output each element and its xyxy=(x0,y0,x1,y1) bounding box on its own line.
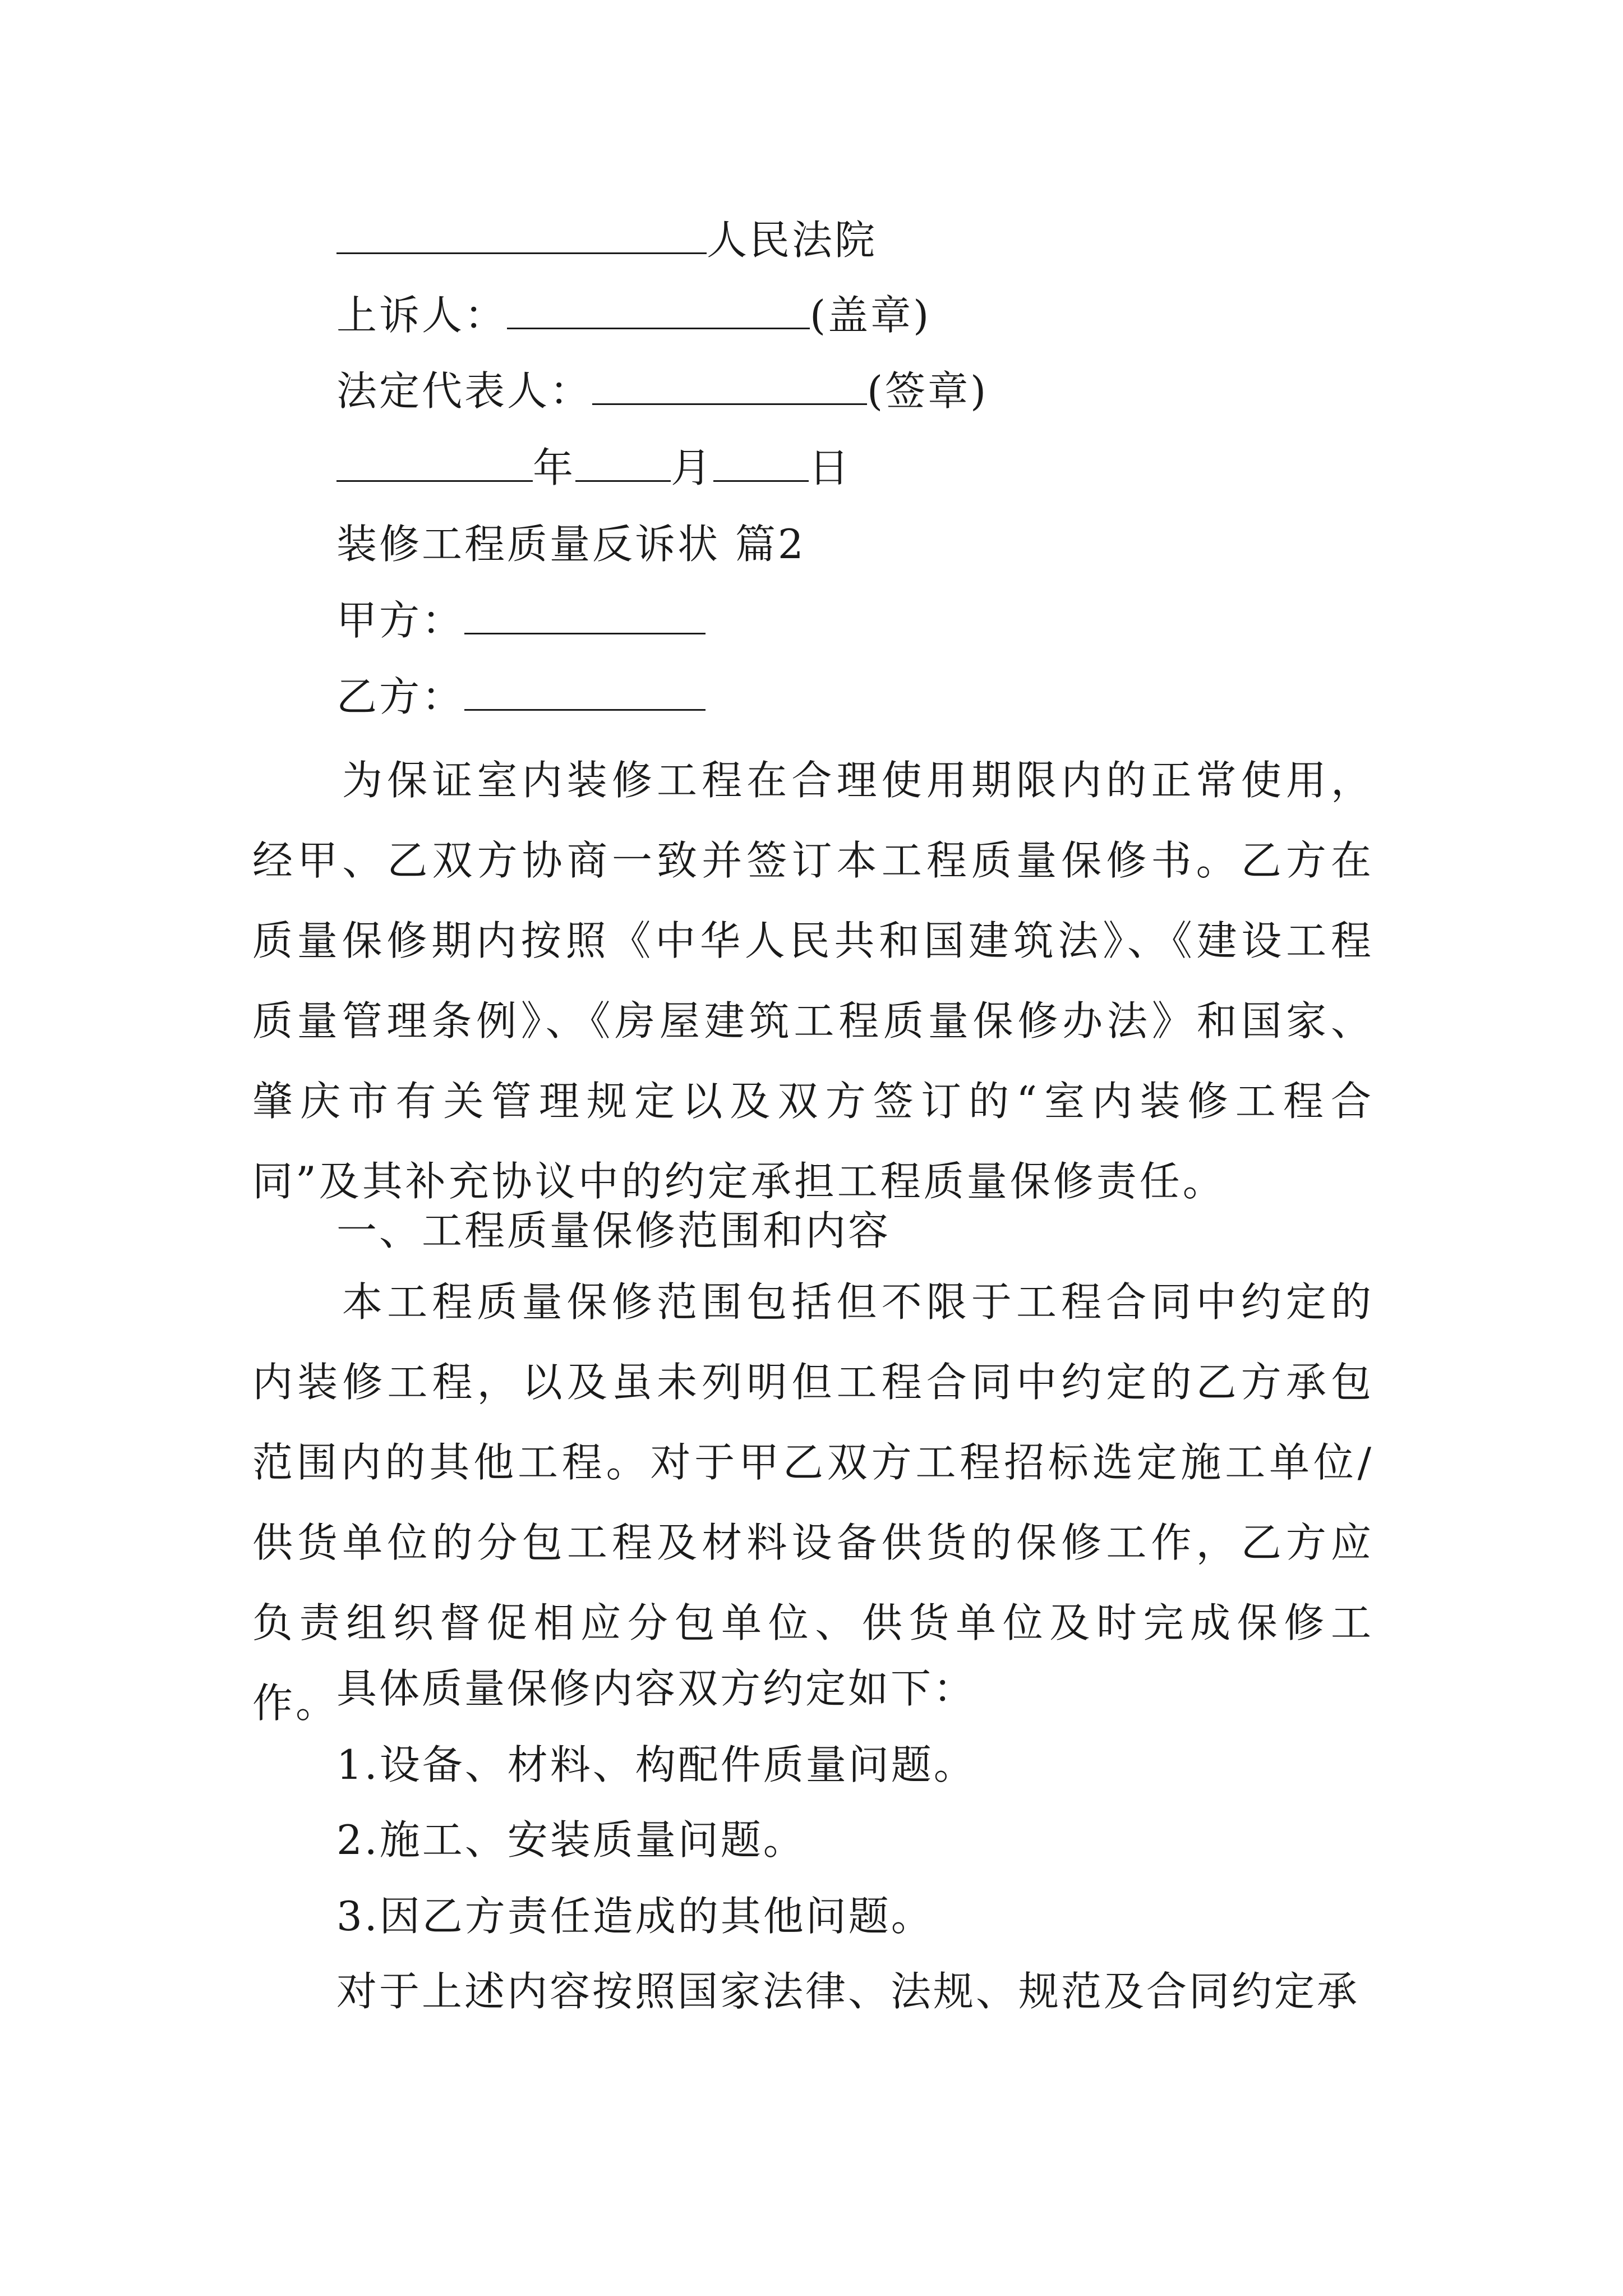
party-b-label: 乙方： xyxy=(336,673,465,720)
scope-paragraph: 本工程质量保修范围包括但不限于工程合同中约定的内装修工程，以及虽未列明但工程合同中约定的乙方承包范围内的其他工程。对于甲乙双方工程招标选定施工单位/供货单位的分包工程及材料设备供货的保修工作，乙方应负责组织督促相应分包单位、供货单位及时完成保修工作。 xyxy=(252,1278,1374,1727)
party-a-line xyxy=(336,592,706,648)
list-item-1: 1.设备、材料、构配件质量问题。 xyxy=(336,1741,976,1788)
day-label: 日 xyxy=(809,444,852,491)
intro-paragraph: 为保证室内装修工程在合理使用期限内的正常使用，经甲、乙双方协商一致并签订本工程质量保修书。乙方在质量保修期内按照《中华人民共和国建筑法》、《建设工程质量管理条例》、《房屋建筑工程质量保修办法》和国家、肇庆市有关管理规定以及双方签订的“室内装修工程合同”及其补充协议中的约定承担工程质量保修责任。 xyxy=(252,757,1374,1205)
year-blank xyxy=(336,441,533,482)
closing-line: 对于上述内容按照国家法律、法规、规范及合同约定承 xyxy=(336,1968,1360,2015)
party-b-blank xyxy=(464,670,706,711)
month-label: 月 xyxy=(671,444,714,491)
month-blank xyxy=(575,441,671,482)
appellant-line xyxy=(336,287,931,343)
heading-one: 一、工程质量保修范围和内容 xyxy=(336,1207,891,1254)
appellant-blank xyxy=(507,288,810,329)
legal-rep-label: 法定代表人： xyxy=(336,367,593,415)
list-item-3: 3.因乙方责任造成的其他问题。 xyxy=(336,1893,934,1940)
seal-note: (盖章) xyxy=(810,292,932,339)
legal-rep-line xyxy=(336,363,988,419)
court-line xyxy=(336,212,877,268)
sign-note: (签章) xyxy=(867,367,989,415)
date-line xyxy=(336,440,851,496)
agreement-intro: 具体质量保修内容双方约定如下： xyxy=(336,1665,976,1712)
year-label: 年 xyxy=(533,444,576,491)
list-item-2: 2.施工、安装质量问题。 xyxy=(336,1816,806,1864)
day-blank xyxy=(713,441,809,482)
legal-rep-blank xyxy=(592,364,867,405)
court-name-blank xyxy=(336,213,707,254)
appellant-label: 上诉人： xyxy=(336,292,508,339)
party-a-label: 甲方： xyxy=(336,597,465,644)
party-a-blank xyxy=(464,593,706,634)
court-suffix: 人民法院 xyxy=(707,217,878,264)
section-title: 装修工程质量反诉状 篇2 xyxy=(336,521,806,568)
party-b-line xyxy=(336,669,706,725)
